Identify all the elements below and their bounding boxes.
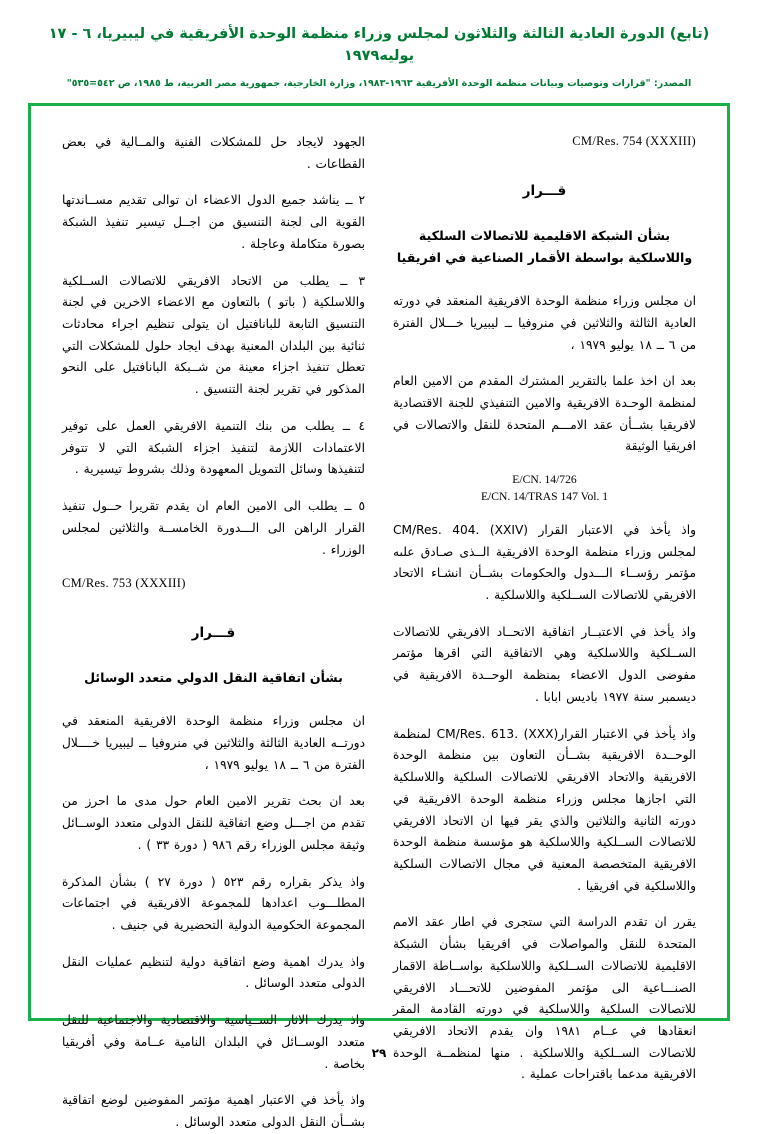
paragraph: واذ يأخذ في الاعتبار القرار (XXIV) .CM/Res. 404 لمجلس وزراء منظمة الوحدة الافريقية الــذى صـادق علىه مؤتمر رؤســاء الـــدول والحكومات بشــأن انشـاء الاتحاد الافريقي للاتصالات الســلكية واللاسلكية . xyxy=(393,522,697,603)
document-references xyxy=(393,471,696,506)
paragraph: ٥ ــ يطلب الى الامين العام ان يقدم تقريرا حــول تنفيذ القرار الراهن الى الـــدورة الخامســة والثلاثين لمجلس الوزراء . xyxy=(62,499,365,557)
paragraph: ٣ ــ يطلب من الاتحاد الافريقي للاتصالات الســلكية واللاسلكية ( باتو ) بالتعاون مع الاعضاء الاخرين في لجنة التنسيق التابعة للبانافتيل ان يتولى تنظيم اجراء محادثات ثنائية بين البلدان المعنية بهدف ايجاد حلول للمشكلات التي تعطل تنفيذ اجزاء معينة من شــبكة البانافتيل على النحو المذكور في تقرير لجنة التنسيق . xyxy=(62,273,365,397)
document-reference: E/CN. 14/TRAS 147 Vol. 1 xyxy=(480,490,609,504)
paragraph: يقرر ان تقدم الدراسة التي ستجرى في اطار عقد الامم المتحدة للنقل والمواصلات في افريقيا بشأن الشبكة الاقليمية للاتصالات الســلكية واللاسلكية بواســاطة الاقمار الصنـــاعية الى مؤتمر المفوضين للاتحـــاد الافريقي للاتصالات السلكية واللاسلكية في دورته القادمة المقر انعقادها في عــام ١٩٨١ وان يقدم الاتحاد الافريقي للاتصالات الســلكية واللاسلكية . منها لمنظمــة الوحدة الافريقية مدعما باقتراحات عملية . xyxy=(393,915,696,1082)
source-note: المصدر: "قرارات وتوصيات وبيانات منظمة الوحدة الأفريقية ١٩٦٣-١٩٨٣، وزارة الخارجية، جمهورية مصر العربية، ط ١٩٨٥، ص ٥٤٢=٥٣٥" xyxy=(66,77,692,89)
qarar-heading-left: قـــرار xyxy=(191,625,236,642)
page-header xyxy=(0,0,758,91)
document-reference: E/CN. 14/726 xyxy=(512,473,577,487)
paragraph: واذ يدرك الاثار الســياسية والاقتصادية والاجتماعية للنقل متعدد الوســائل في البلدان النامية عــامة وفي أفريقيا بخاصة . xyxy=(62,1013,365,1071)
page-title: (تابع) الدورة العادية الثالثة والثلاثون لمجلس وزراء منظمة الوحدة الأفريقية في ليبيريا، ٦ - ١٧ يوليه١٩٧٩ xyxy=(48,26,710,64)
paragraph: واذ يدرك اهمية وضع اتفاقية دولية لتنظيم عمليات النقل الدولى متعدد الوسائل . xyxy=(62,954,365,991)
resolution-id-754: CM/Res. 754 (XXXIII) xyxy=(572,134,696,148)
resolution-id-753: CM/Res. 753 (XXXIII) xyxy=(62,576,186,591)
paragraph: ٢ ــ يناشد جميع الدول الاعضاء ان توالى تقديم مســاندتها القوية الى لجنة التنسيق من اجــل تيسير تنفيذ الشبكة بصورة متكاملة وعاجلة . xyxy=(62,193,365,251)
paragraph: ان مجلس وزراء منظمة الوحدة الافريقية المنعقد في دورته العادية الثالثة والثلاثين في منروفيا ــ ليبيريا خـــلال الفترة من ٦ ــ ١٨ يوليو ١٩٧٩ ، xyxy=(393,294,696,352)
paragraph: بعد ان بحث تقرير الامين العام حول مدى ما احرز من تقدم من اجـــل وضع اتفاقية للنقل الدولى متعدد الوســائل وثيقة مجلس الوزراء رقم ٩٨٦ ( دورة ٣٣ ) . xyxy=(62,794,365,852)
paragraph: واذ يأخذ في الاعتبار القرار(XXX) .CM/Res. 613 لمنظمة الوحــدة الافريقية بشــأن التعاون بين منظمة الوحدة الافريقية والاتحاد الافريقي للاتصالات السلكية واللاسلكية التي اجازها مجلس وزراء منظمة الوحدة الافريقية في دورته الثانية والثلاثين والذي يقر فيها ان الاتحاد الافريقي للاتصالات الســلكية واللاسلكية هو مؤسسة منظمة الوحدة الافريقية المتخصصة المعنية في مجال الاتصالات السلكية واللاسلكية في افريقيا . xyxy=(393,726,696,893)
paragraph: ان مجلس وزراء منظمة الوحدة الافريقية المنعقد في دورتــه العادية الثالثة والثلاثين في منروفيا ــ ليبيريا خــــلال الفترة من ٦ ــ ١٨ يوليو ١٩٧٩ ، xyxy=(62,714,365,772)
resolution-subject-753: بشأن اتفاقية النقل الدولي متعدد الوسائل xyxy=(84,670,343,686)
paragraph: الجهود لايجاد حل للمشكلات الفنية والمــالية في بعض القطاعات . xyxy=(62,135,365,171)
qarar-heading-right: قـــرار xyxy=(522,183,567,199)
page-number: ٢٩ xyxy=(371,1046,387,1060)
resolution-subject-754: بشأن الشبكة الاقليمية للاتصالات السلكية واللاسلكية بواسطة الأقمار الصناعية في افريقيا xyxy=(396,228,693,266)
paragraph: واذ يذكر بقراره رقم ٥٢٣ ( دورة ٢٧ ) بشأن المذكرة المطلـــوب اعدادها للمجموعة الافريقية في اجتماعات المجموعة الحكومية الدولية التحضيرية في جنيف . xyxy=(62,874,365,932)
paragraph: واذ يأخذ في الاعتبار اهمية مؤتمر المفوضين لوضع اتفاقية بشــأن النقل الدولى متعدد الوسائل . xyxy=(62,1093,365,1130)
paragraph: بعد ان اخذ علما بالتقرير المشترك المقدم من الامين العام لمنظمة الوحـدة الافريقية والامين التنفيذي للجنة الاقتصادية لافريقيا بشــأن عقد الامـــم المتحدة للنقل والاتصالات في افريقيا الوثيقة xyxy=(393,374,696,454)
paragraph: ٤ ــ يطلب من بنك التنمية الافريقي العمل على توفير الاعتمادات اللازمة لتنفيذ اجزاء الشبكة التي لا تتوفر لتنفيذها وسائل التمويل المعهودة وذلك بشروط تيسيرية . xyxy=(62,418,365,477)
paragraph: واذ يأخذ في الاعتبــار اتفاقية الاتحــاد الافريقي للاتصالات الســلكية واللاسلكية وهي الاتفاقية التي اقرها مؤتمر مفوضى الدول الاعضاء بمنظمة الوحــدة الافريقية في ديسمبر سنة ١٩٧٧ باديس ابابا . xyxy=(393,624,696,704)
